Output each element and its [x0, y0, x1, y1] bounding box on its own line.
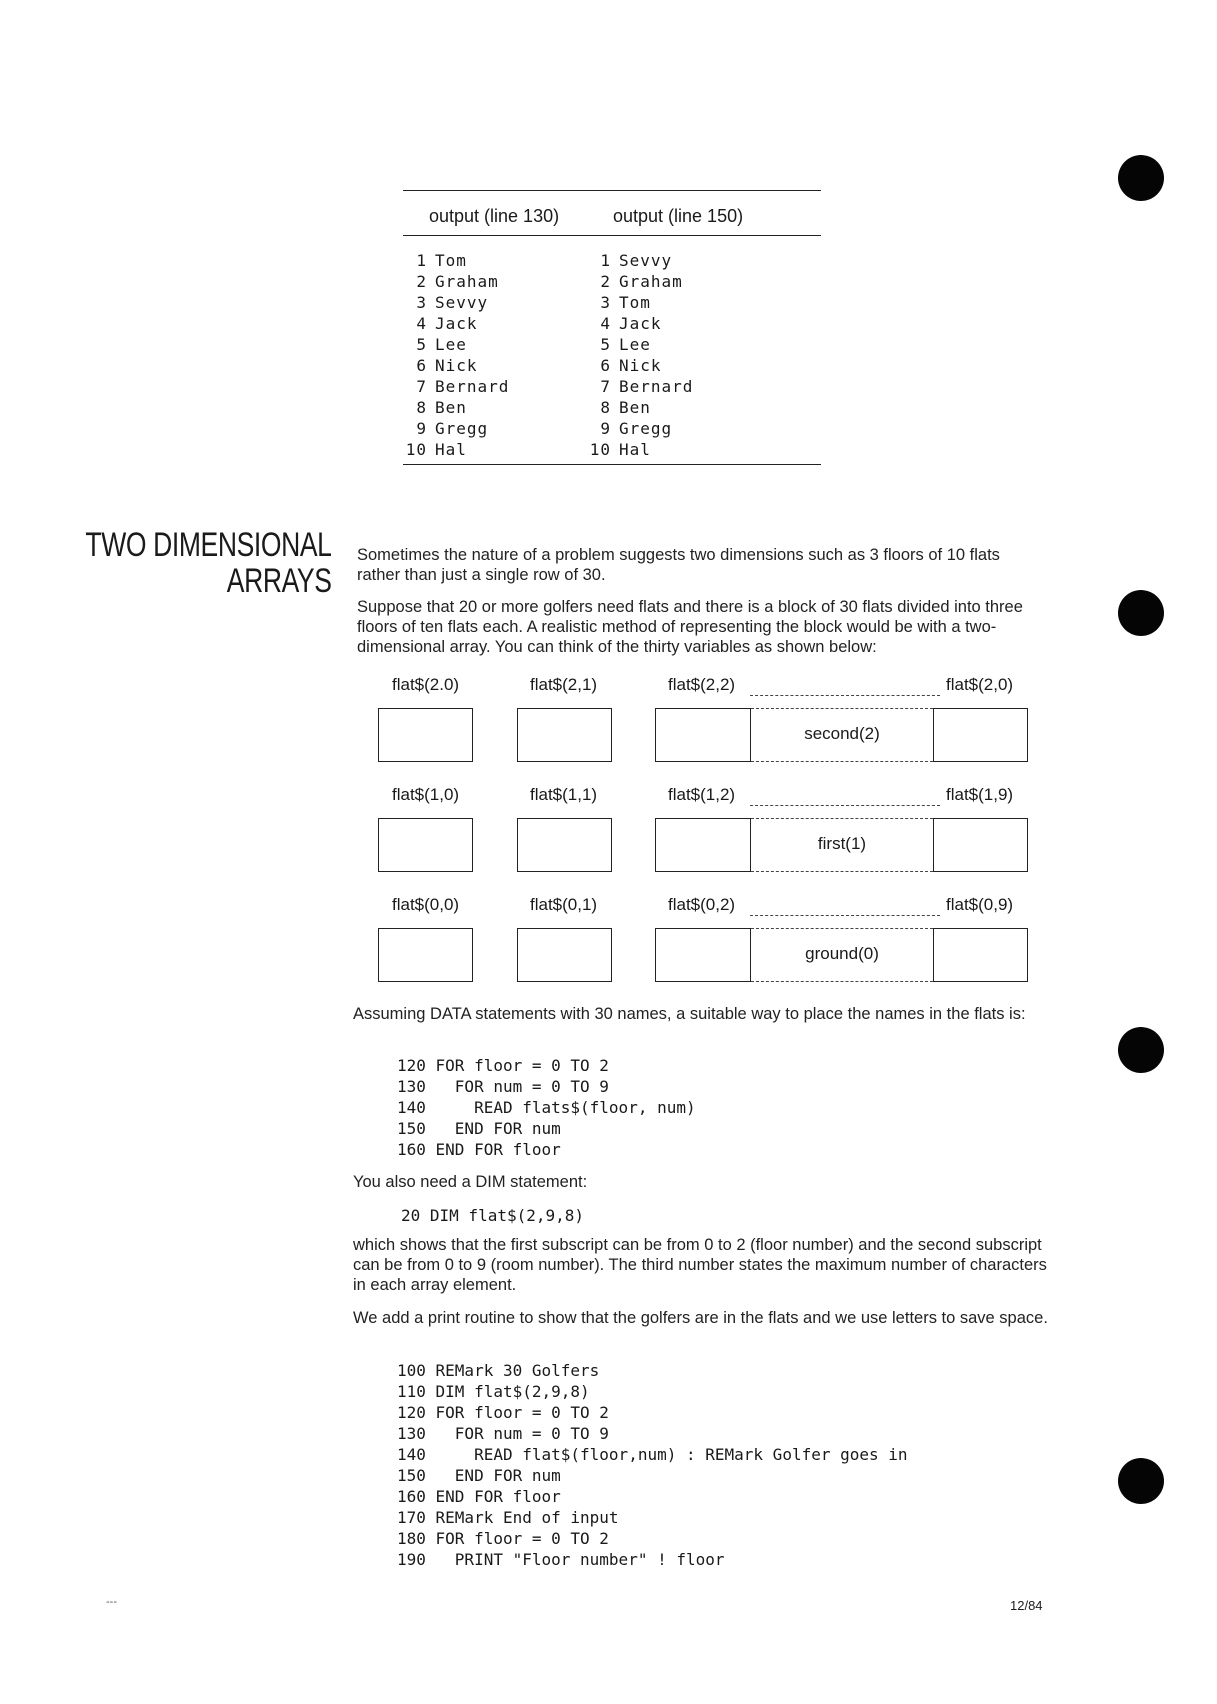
dashed-connector	[750, 695, 940, 696]
flat-label: flat$(1,1)	[530, 785, 598, 804]
suppose-paragraph	[357, 597, 1047, 657]
code-line: 100 REMark 30 Golfers	[397, 1361, 600, 1380]
section-title-line1: TWO DIMENSIONAL	[85, 526, 332, 564]
row-number: 2	[600, 272, 611, 291]
table-row	[587, 355, 693, 376]
row-number: 4	[600, 314, 611, 333]
intro-paragraph	[357, 545, 1047, 585]
row-name: Nick	[619, 356, 662, 375]
flat-label: flat$(0,2)	[668, 895, 736, 914]
table-row	[403, 418, 509, 439]
table-row	[587, 439, 693, 460]
row-number: 5	[416, 335, 427, 354]
row-name: Hal	[435, 440, 467, 459]
table-row	[587, 376, 693, 397]
section-title-line2: ARRAYS	[227, 562, 332, 600]
dim-paragraph: You also need a DIM statement:	[353, 1173, 588, 1191]
row-number: 7	[416, 377, 427, 396]
row-name: Lee	[619, 335, 651, 354]
flat-label: flat$(2,0)	[946, 675, 1014, 694]
row-number: 4	[416, 314, 427, 333]
code-line: 110 DIM flat$(2,9,8)	[397, 1382, 590, 1401]
row-number: 2	[416, 272, 427, 291]
flat-box	[378, 708, 473, 762]
col1-list	[403, 250, 509, 460]
row-number: 8	[416, 398, 427, 417]
row-number: 9	[600, 419, 611, 438]
section-title	[86, 527, 332, 599]
table-row	[587, 250, 693, 271]
code-line: 180 FOR floor = 0 TO 2	[397, 1529, 609, 1548]
print-paragraph: We add a print routine to show that the golfers are in the flats and we use letters to save space.	[353, 1309, 1048, 1327]
row-number: 1	[416, 251, 427, 270]
code-line: 150 END FOR num	[397, 1466, 561, 1485]
table-row	[587, 271, 693, 292]
row-name: Sevvy	[435, 293, 489, 312]
code-block-3	[397, 1360, 908, 1570]
row-number: 6	[416, 356, 427, 375]
flat-label: flat$(1,0)	[392, 785, 460, 804]
para1: Sometimes the nature of a problem suggests two dimensions such as 3 floors of 10 flats rather than just a single row of 30.	[357, 546, 1000, 584]
dashed-connector	[750, 805, 940, 806]
row-name: Sevvy	[619, 251, 673, 270]
row-name: Bernard	[435, 377, 510, 396]
punch-hole	[1118, 1458, 1164, 1504]
row-number: 1	[600, 251, 611, 270]
code-line: 170 REMark End of input	[397, 1508, 619, 1527]
row-name: Bernard	[619, 377, 694, 396]
row-name: Jack	[619, 314, 662, 333]
code-line: 130 FOR num = 0 TO 9	[397, 1077, 609, 1096]
table-row	[403, 292, 509, 313]
row-number: 7	[600, 377, 611, 396]
flat-label: flat$(2,2)	[668, 675, 736, 694]
floor-label: first(1)	[817, 834, 867, 853]
table-row	[403, 397, 509, 418]
flat-label: flat$(0,0)	[392, 895, 460, 914]
code-line: 120 FOR floor = 0 TO 2	[397, 1403, 609, 1422]
para2: Suppose that 20 or more golfers need flats and there is a block of 30 flats divided into three floors of ten flats each. A realistic method of representing the block would be with a two-dimensional array. You can think of the thirty variables as shown below:	[357, 598, 1023, 656]
row-number: 3	[600, 293, 611, 312]
row-number: 5	[600, 335, 611, 354]
code-line: 150 END FOR num	[397, 1119, 561, 1138]
row-number: 10	[405, 440, 427, 459]
code-line: 160 END FOR floor	[397, 1140, 561, 1159]
code-block-1	[397, 1055, 696, 1160]
row-name: Ben	[435, 398, 467, 417]
flat-label: flat$(1,9)	[946, 785, 1014, 804]
floor-label: second(2)	[804, 724, 880, 743]
flat-label: flat$(2.0)	[392, 675, 460, 694]
code-line: 120 FOR floor = 0 TO 2	[397, 1056, 609, 1075]
punch-hole	[1118, 590, 1164, 636]
punch-hole	[1118, 1027, 1164, 1073]
row-number: 8	[600, 398, 611, 417]
code-line: 130 FOR num = 0 TO 9	[397, 1424, 609, 1443]
flat-box	[517, 928, 612, 982]
footer-mark: ---	[106, 1596, 117, 1608]
table-row	[403, 376, 509, 397]
row-number: 10	[589, 440, 611, 459]
row-name: Hal	[619, 440, 651, 459]
punch-hole	[1118, 155, 1164, 201]
flat-box	[933, 818, 1028, 872]
row-name: Tom	[619, 293, 651, 312]
row-number: 6	[600, 356, 611, 375]
flat-box	[933, 708, 1028, 762]
table-row	[587, 292, 693, 313]
table-row	[403, 334, 509, 355]
col2-header: output (line 150)	[613, 206, 744, 226]
row-name: Ben	[619, 398, 651, 417]
row-name: Jack	[435, 314, 478, 333]
table-row	[403, 313, 509, 334]
table-row	[403, 439, 509, 460]
row-number: 3	[416, 293, 427, 312]
table-row	[403, 355, 509, 376]
flat-label: flat$(2,1)	[530, 675, 598, 694]
row-name: Lee	[435, 335, 467, 354]
code-line: 190 PRINT "Floor number" ! floor	[397, 1550, 725, 1569]
row-name: Graham	[435, 272, 499, 291]
flat-box	[655, 928, 751, 982]
flat-label: flat$(1,2)	[668, 785, 736, 804]
assume-paragraph: Assuming DATA statements with 30 names, a suitable way to place the names in the flats is:	[353, 1005, 1026, 1023]
flat-box	[933, 928, 1028, 982]
flat-box	[655, 708, 751, 762]
flat-label: flat$(0,1)	[530, 895, 598, 914]
dashed-connector	[750, 915, 940, 916]
col1-header: output (line 130)	[429, 206, 560, 226]
table-row	[587, 334, 693, 355]
flat-box	[655, 818, 751, 872]
row-name: Tom	[435, 251, 467, 270]
table-row	[587, 418, 693, 439]
code-line: 140 READ flat$(floor,num) : REMark Golfer goes in	[397, 1445, 908, 1464]
row-number: 9	[416, 419, 427, 438]
col2-list	[587, 250, 693, 460]
code-line: 160 END FOR floor	[397, 1487, 561, 1506]
code-block-2: 20 DIM flat$(2,9,8)	[401, 1206, 585, 1225]
row-name: Gregg	[619, 419, 673, 438]
page-number: 12/84	[1010, 1598, 1043, 1613]
table-row	[587, 313, 693, 334]
code-line: 140 READ flats$(floor, num)	[397, 1098, 696, 1117]
flat-box	[517, 818, 612, 872]
flat-box	[378, 818, 473, 872]
explain-paragraph: which shows that the first subscript can be from 0 to 2 (floor number) and the second subscript can be from 0 to 9 (room number). The third number states the maximum number of characters in each array element.	[353, 1236, 1047, 1294]
flat-label: flat$(0,9)	[946, 895, 1014, 914]
row-name: Nick	[435, 356, 478, 375]
row-name: Graham	[619, 272, 683, 291]
table-row	[403, 250, 509, 271]
table-row	[403, 271, 509, 292]
table-row	[587, 397, 693, 418]
flat-box	[378, 928, 473, 982]
floor-label: ground(0)	[805, 944, 879, 963]
row-name: Gregg	[435, 419, 489, 438]
flat-box	[517, 708, 612, 762]
